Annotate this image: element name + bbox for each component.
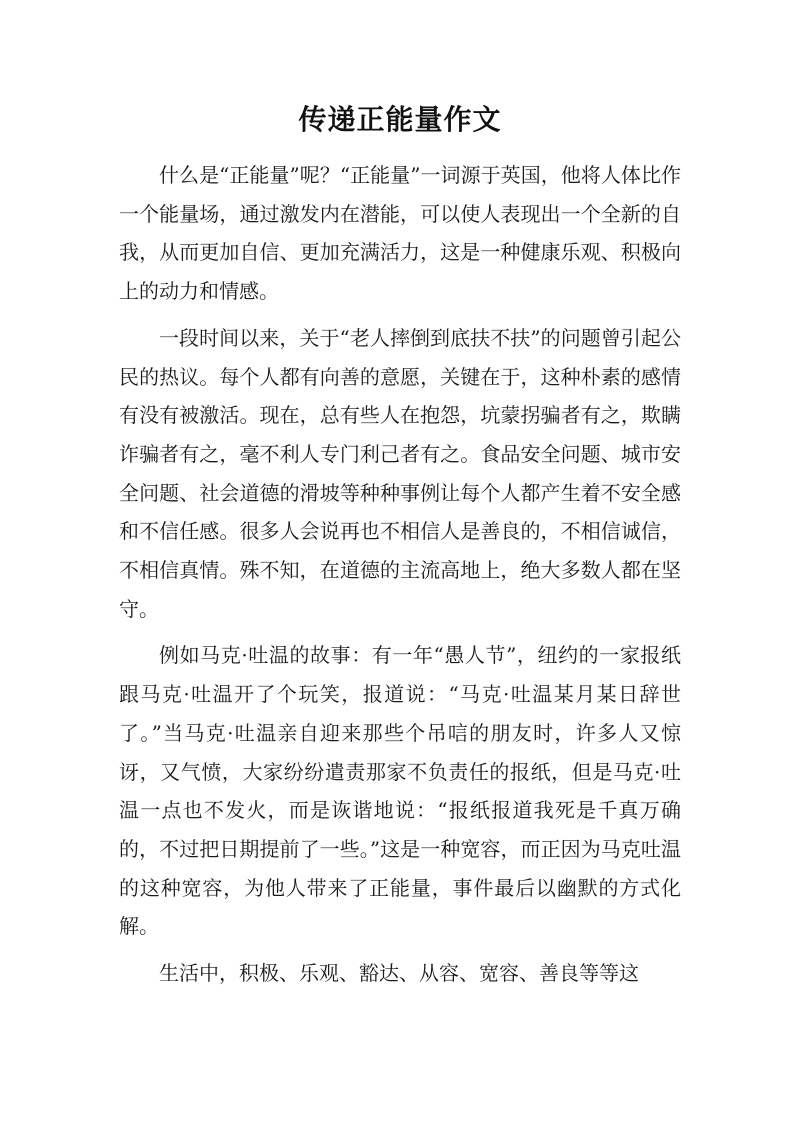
- paragraph-4: 生活中，积极、乐观、豁达、从容、宽容、善良等等这: [159, 961, 639, 986]
- paragraph-3: 例如马克·吐温的故事：有一年“愚人节”，纽约的一家报纸跟马克·吐温开了个玩笑，报道说：“马克·吐温某月某日辞世了。”当马克·吐温亲自迎来那些个吊唁的朋友时，许多人又惊讶，又气愤，大家纷纷遣责那家不负责任的报纸，但是马克·吐温一点也不发火，而是诙谐地说：“报纸报道我死是千真万确的，不过把日期提前了一些。”这是一种宽容，而正因为马克吐温的这种宽容，为他人带来了正能量，事件最后以幽默的方式化解。: [119, 643, 681, 939]
- document-body: [119, 156, 681, 993]
- paragraph-1: 什么是“正能量”呢？“正能量”一词源于英国，他将人体比作一个能量场，通过激发内在潜能，可以使人表现出一个全新的自我，从而更加自信、更加充满活力，这是一种健康乐观、积极向上的动力和情感。: [119, 163, 681, 304]
- document-title: 传递正能量作文: [298, 103, 502, 136]
- paragraph-2: 一段时间以来，关于“老人摔倒到底扶不扶”的问题曾引起公民的热议。每个人都有向善的意愿，关键在于，这种朴素的感情有没有被激活。现在，总有些人在抱怨，坑蒙拐骗者有之，欺瞒诈骗者有之，毫不利人专门利己者有之。食品安全问题、城市安全问题、社会道德的滑坡等种种事例让每个人都产生着不安全感和不信任感。很多人会说再也不相信人是善良的，不相信诚信，不相信真情。殊不知，在道德的主流高地上，绝大多数人都在坚守。: [119, 325, 681, 621]
